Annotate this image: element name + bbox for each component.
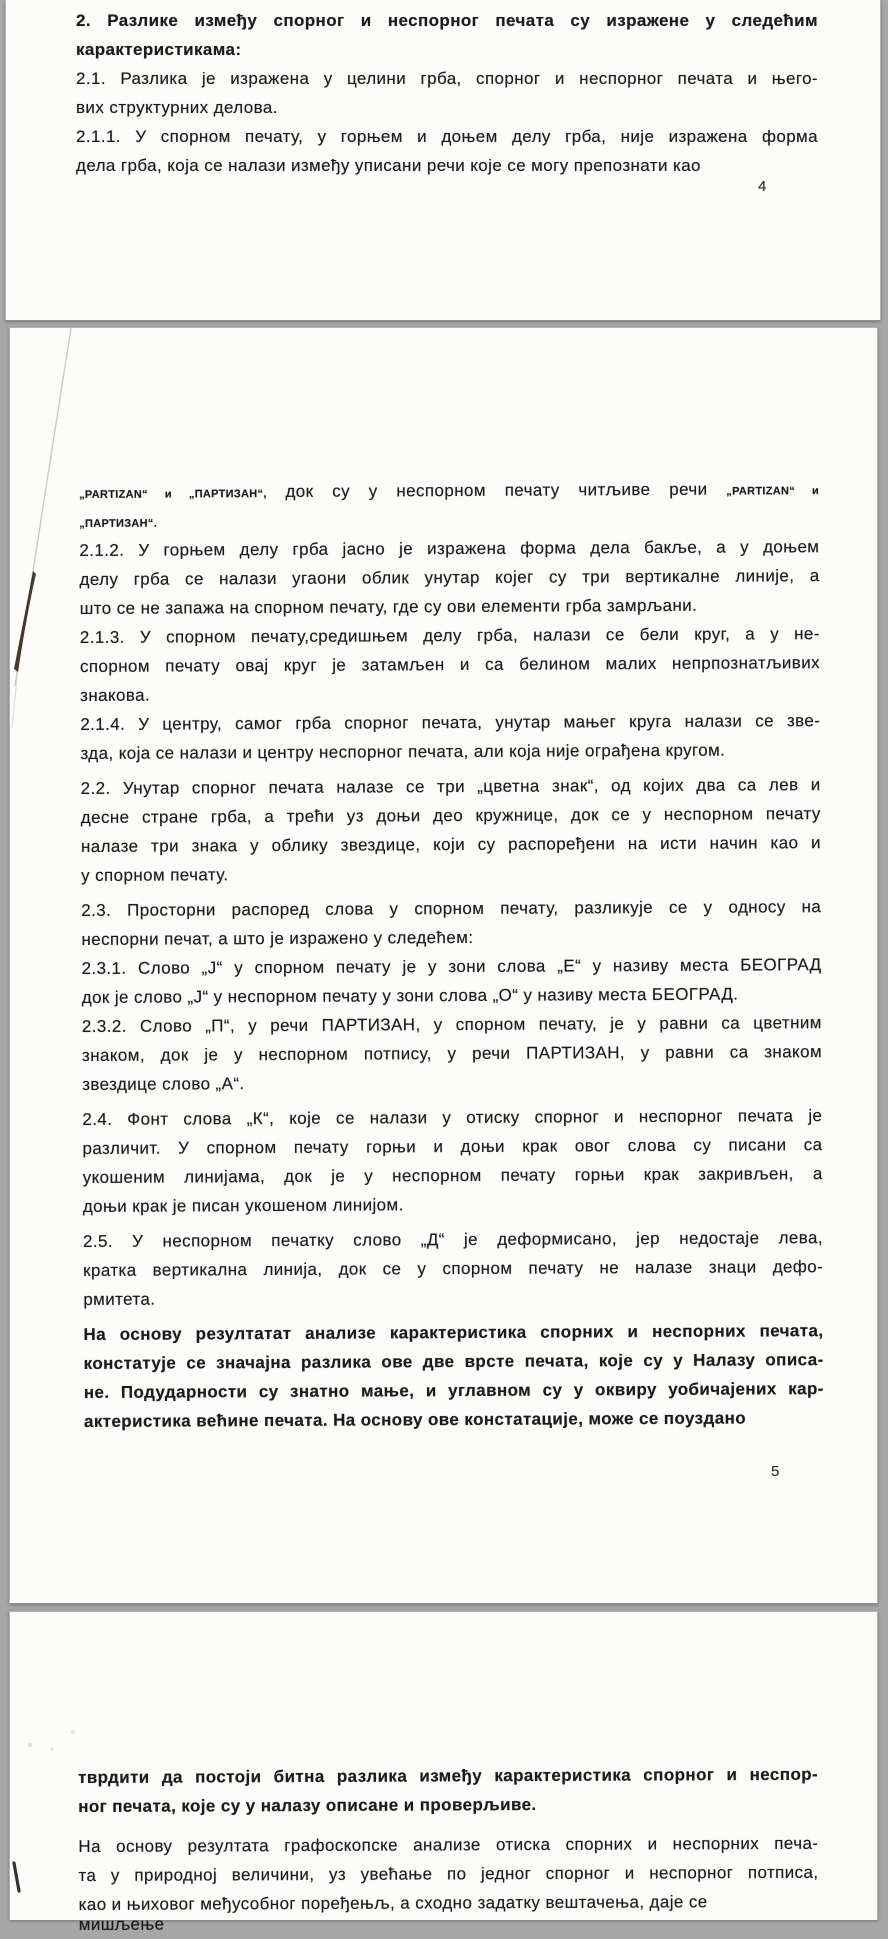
paragraph <box>79 532 819 623</box>
text-line: 2.3. Просторни распоред слова у спорном печату, разликује се у односу на <box>81 897 822 920</box>
text-line: вих структурних делова. <box>76 98 278 117</box>
paragraph <box>83 1316 824 1436</box>
text-line: 2.1.1. У спорном печату, у горњем и доњем делу грба, није изражена форма <box>76 127 818 146</box>
page-number: 4 <box>758 178 767 195</box>
scanned-page-5 <box>9 327 878 1604</box>
text-line: не. Подударности су знатно мање, и углавном су у оквиру уобичајених кар- <box>83 1379 824 1402</box>
text-line: 2.4. Фонт слова „К“, које се налази у отиску спорног и неспорног печата је <box>82 1106 823 1129</box>
text-line: знакова. <box>80 685 151 705</box>
page-text-column <box>78 1760 819 1939</box>
text-line: знаком, док је у неспорном потпису, у речи ПАРТИЗАН, у равни са знаком <box>81 1042 823 1065</box>
text-line: рмитета. <box>83 1289 156 1309</box>
text-line: што се не запажа на спорном печату, где су ови елементи грба замрљани. <box>79 595 698 618</box>
text-line: констатује се значајна разлика ове две врсте печата, које су у Налазу описа- <box>83 1350 824 1373</box>
text-line: зда, која се налази и центру неспорног печата, али која није ограђена кругом. <box>80 740 726 763</box>
text-line: различит. У спорном печату горњи и доњи крак овог слова су писани са <box>82 1135 823 1158</box>
text-line: спорном печату овај круг је затамљен и са белином малих непрпознатљивих <box>79 653 821 676</box>
text-line: 2. Разлике између спорног и неспорног печата су изражене у следећим <box>76 11 818 30</box>
text-line: тврдити да постоји битна разлика између карактеристика спорног и неспор- <box>78 1764 819 1787</box>
paragraph <box>76 6 818 64</box>
text-line: у спорном печату. <box>81 865 229 885</box>
paragraph <box>80 706 820 768</box>
paragraph <box>80 619 820 710</box>
text-line: дела грба, која се налази између уписани речи које се могу препознати као <box>76 156 701 175</box>
stamp-name-text: „ПАРТИЗАН“. <box>79 517 158 530</box>
paragraph <box>81 892 821 954</box>
paragraph <box>81 770 822 890</box>
text-line: 2.1.2. У горњем делу грба јасно је изражена форма дела бакље, а у доњем <box>79 537 820 560</box>
text-line: На основу резултатат анализе карактеристика спорних и неспорних печата, <box>83 1321 824 1344</box>
text-line: док је слово „Ј“ у неспорном печату у зони слова „О“ у називу места БЕОГРАД. <box>81 984 739 1007</box>
paragraph <box>78 1829 818 1919</box>
paragraph <box>81 950 821 1012</box>
text-line: као и њиховог међусобног поређењљ, а сходно задатку вештачења, даје се <box>78 1892 708 1914</box>
text-line: 2.1.4. У центру, самог грба спорног печата, унутар мањег круга налази се зве- <box>80 711 821 734</box>
text-line: звездице слово „А“. <box>82 1074 245 1094</box>
text-line: та у природној величини, уз увећање по једног спорног и неспорног потписа, <box>78 1862 819 1885</box>
paragraph <box>79 474 819 536</box>
text-line: доњи крак је писан укошеном линијом. <box>82 1195 404 1216</box>
text-line: 2.1.3. У спорном печату,средишњем делу грба, налази се бели круг, а у не- <box>79 624 820 647</box>
page-number: 5 <box>771 1463 780 1480</box>
paragraph <box>78 1760 818 1821</box>
text-line: мишљење <box>78 1914 165 1934</box>
text-line: На основу резултата графоскопске анализе отиска спорних и неспорних печа- <box>78 1833 819 1856</box>
text-line <box>79 503 819 536</box>
text-line: 2.2. Унутар спорног печата налазе се три „цветна знак“, од којих два са лев и <box>80 775 821 798</box>
text-line: кратка вертикална линија, док се у спорном печату не налазе знаци дефо- <box>83 1257 824 1280</box>
page-text-column <box>79 474 824 1436</box>
page-text-column <box>76 6 818 180</box>
paragraph <box>76 64 818 122</box>
text-line: карактеристикама: <box>76 40 242 59</box>
text-line: неспорни печат, а што је изражено у следећем: <box>81 927 474 949</box>
text-line: 2.5. У неспорном печатку слово „Д“ је деформисано, јер недостаје лева, <box>82 1228 824 1251</box>
text-segment: док су у неспорном печату читљиве речи <box>266 479 727 502</box>
scanned-page-4 <box>5 0 881 321</box>
text-line: налазе три знака у облику звездице, који су распоређени на исти начин као и <box>80 833 821 856</box>
text-line: десне стране грба, а трећи уз доњи део кружнице, док се у неспорном печату <box>80 804 821 827</box>
paragraph <box>83 1223 823 1314</box>
text-line: актеристика већине печата. На основу ове констатације, може се поуздано <box>83 1408 747 1431</box>
text-line: 2.1. Разлика је изражена у целини грба, спорног и неспорног печата и њего- <box>76 69 818 88</box>
text-line: делу грба се налази угаони облик унутар којег су три вертикалне линије, а <box>79 566 820 589</box>
text-line <box>79 474 819 507</box>
paragraph <box>82 1101 823 1221</box>
stamp-name-text: „PARTIZAN“ и <box>726 485 820 498</box>
scanned-page-6 <box>9 1611 878 1934</box>
text-line: укошеним линијама, док је у неспорном печату горњи крак закривљен, а <box>82 1164 823 1187</box>
text-line: ног печата, које су у налазу описане и проверљиве. <box>78 1794 537 1816</box>
stamp-name-text: „PARTIZAN“ и „ПАРТИЗАН“, <box>79 488 267 501</box>
paragraph <box>82 1008 822 1099</box>
text-line: 2.3.2. Слово „П“, у речи ПАРТИЗАН, у спорном печату, је у равни са цветним <box>81 1013 822 1036</box>
paragraph <box>76 122 818 180</box>
text-line: 2.3.1. Слово „Ј“ у спорном печату је у зони слова „Е“ у називу места БЕОГРАД <box>81 955 822 978</box>
